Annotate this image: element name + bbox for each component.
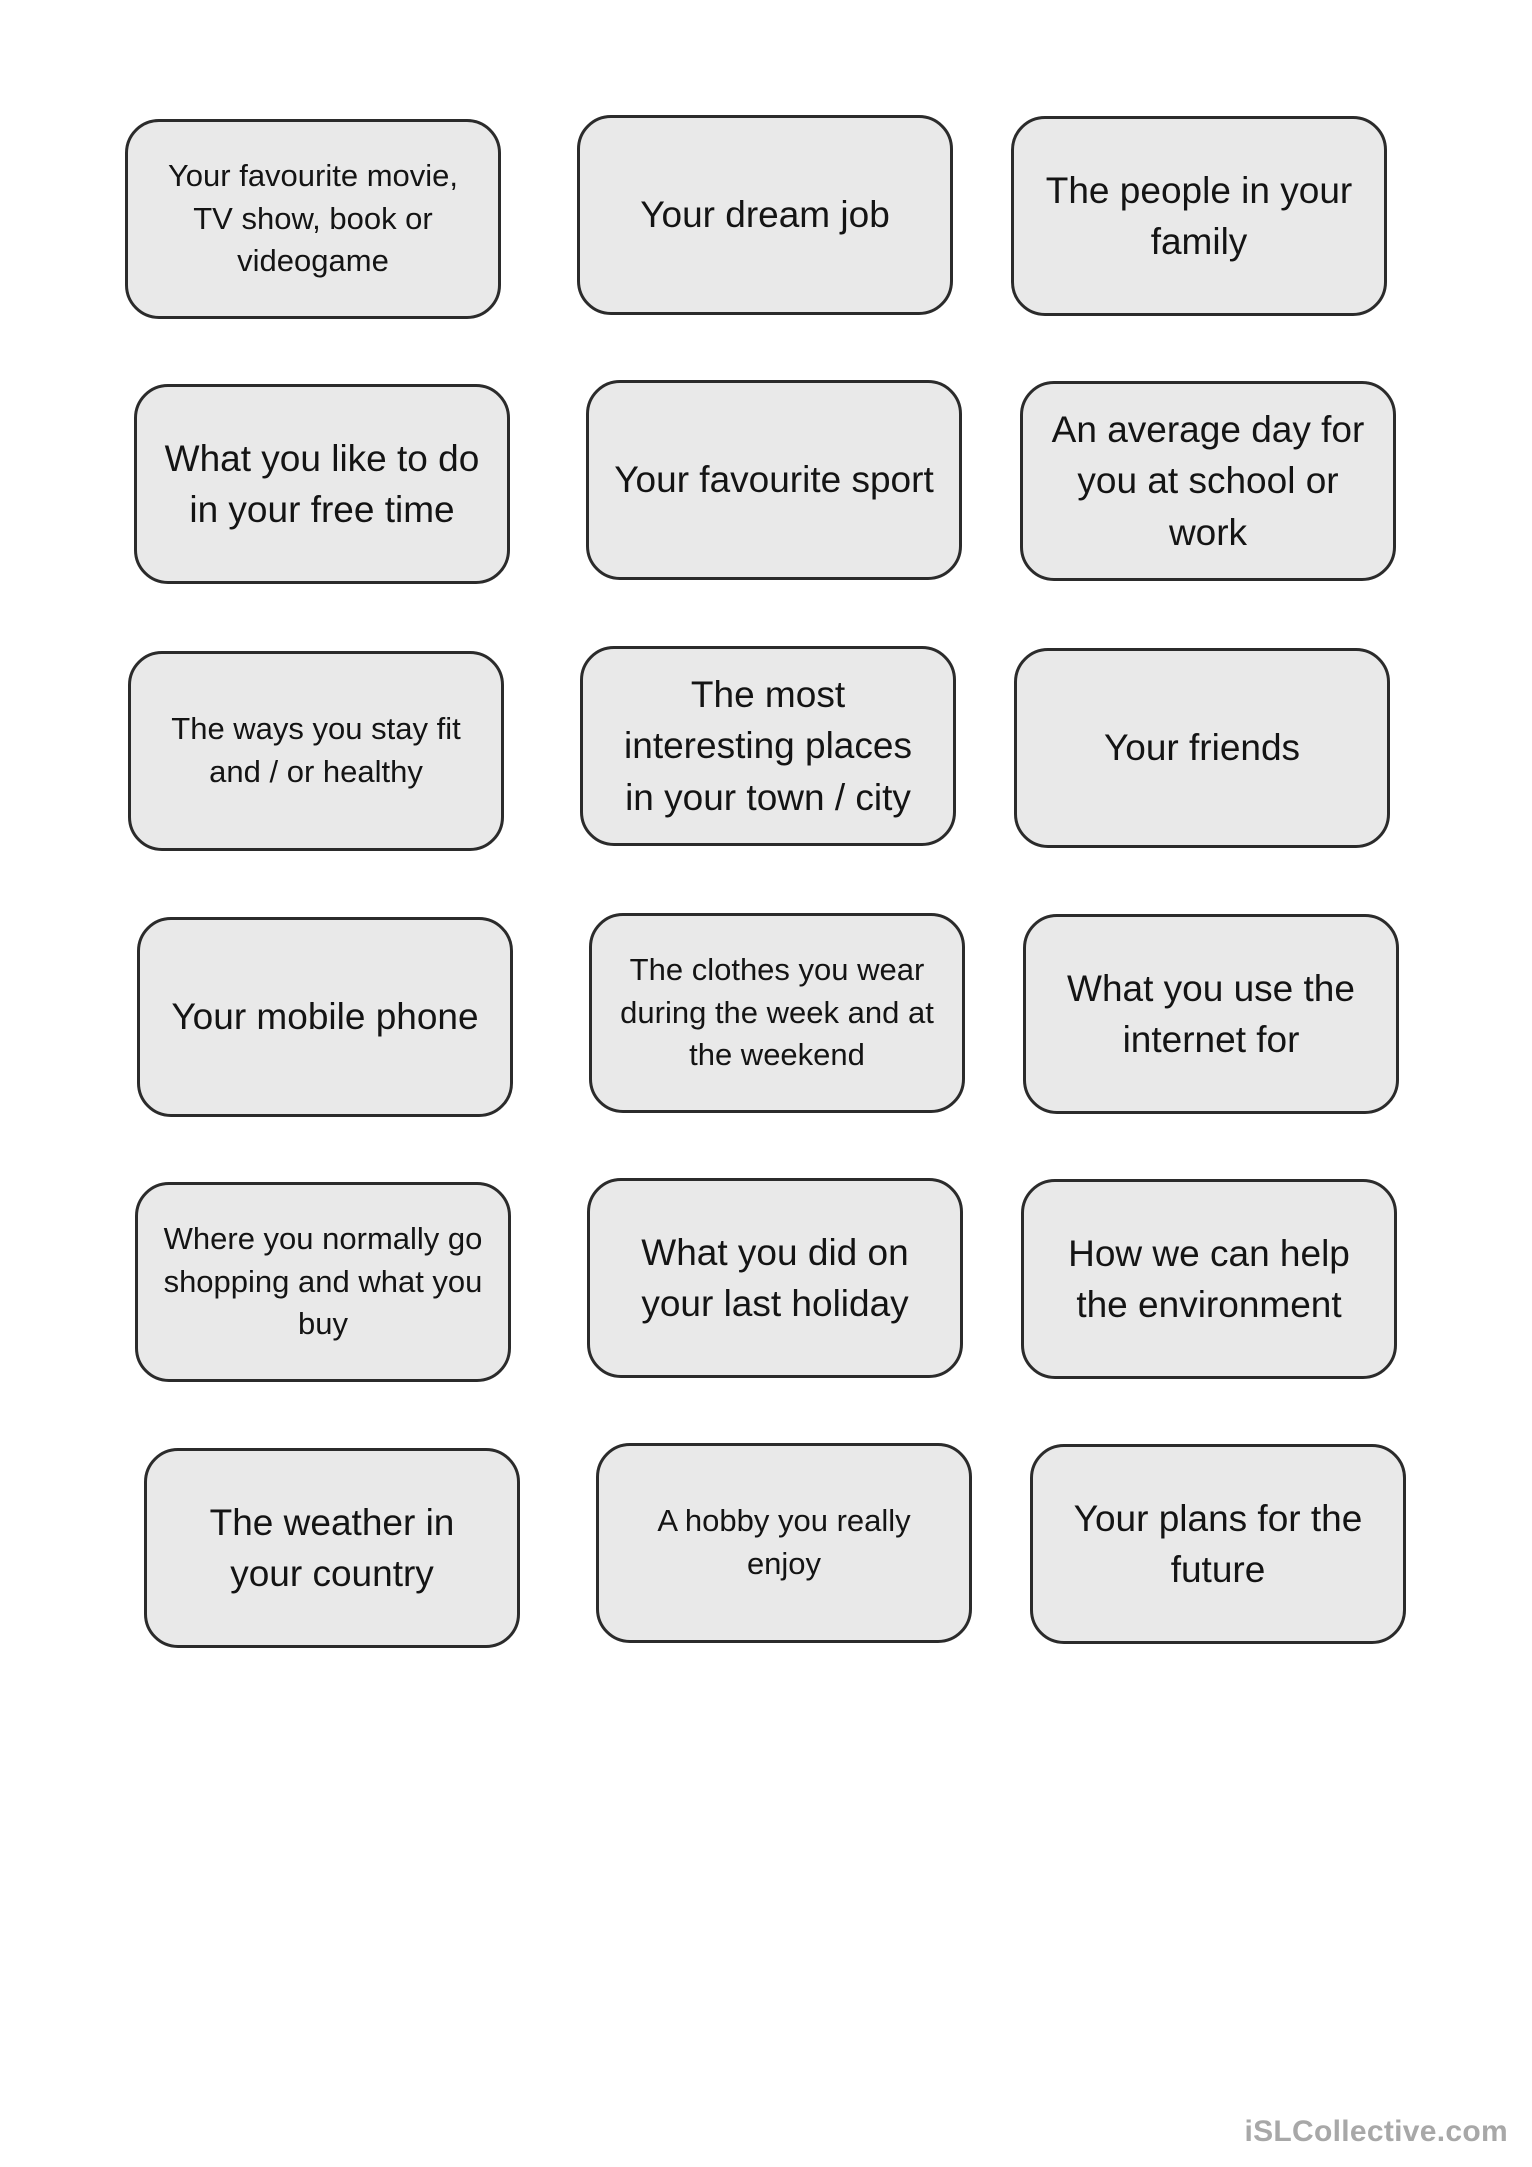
site-watermark: iSLCollective.com xyxy=(1244,2115,1508,2148)
topic-card xyxy=(577,115,953,315)
topic-card-text: Where you normally go shopping and what you buy xyxy=(163,1220,483,1342)
topic-card-text: The clothes you wear during the week and at the weekend xyxy=(620,951,934,1073)
topic-card xyxy=(587,1178,963,1378)
topic-card-text: How we can help the environment xyxy=(1068,1232,1350,1325)
topic-card-text: Your dream job xyxy=(640,194,890,236)
topic-card-text: An average day for you at school or work xyxy=(1051,409,1365,553)
topic-card xyxy=(1023,914,1399,1114)
topic-card-text: The ways you stay fit and / or healthy xyxy=(171,711,461,789)
topic-card xyxy=(596,1443,972,1643)
topic-card xyxy=(137,917,513,1117)
topic-card xyxy=(589,913,965,1113)
topic-card xyxy=(1021,1179,1397,1379)
topic-card xyxy=(128,651,504,851)
topic-card-text: The most interesting places in your town / city xyxy=(624,674,912,818)
topic-card xyxy=(1020,381,1396,581)
topic-card xyxy=(1011,116,1387,316)
topic-card xyxy=(125,119,501,319)
topic-card-text: A hobby you really enjoy xyxy=(657,1503,911,1581)
topic-card-text: What you did on your last holiday xyxy=(641,1231,909,1324)
topic-card-text: What you use the internet for xyxy=(1067,967,1355,1060)
topic-card xyxy=(1014,648,1390,848)
topic-card xyxy=(580,646,956,846)
topic-card-text: Your plans for the future xyxy=(1073,1497,1363,1590)
topic-card-text: The people in your family xyxy=(1045,169,1353,262)
topic-card xyxy=(134,384,510,584)
topic-card xyxy=(135,1182,511,1382)
topic-card-text: The weather in your country xyxy=(209,1501,455,1594)
topic-card-text: Your mobile phone xyxy=(171,996,479,1038)
topic-card xyxy=(1030,1444,1406,1644)
topic-card-text: What you like to do in your free time xyxy=(164,437,480,530)
topic-card xyxy=(586,380,962,580)
topic-card xyxy=(144,1448,520,1648)
topic-card-text: Your favourite sport xyxy=(614,459,934,501)
topic-card-text: Your friends xyxy=(1103,727,1301,769)
topic-card-text: Your favourite movie, TV show, book or videogame xyxy=(167,157,459,279)
